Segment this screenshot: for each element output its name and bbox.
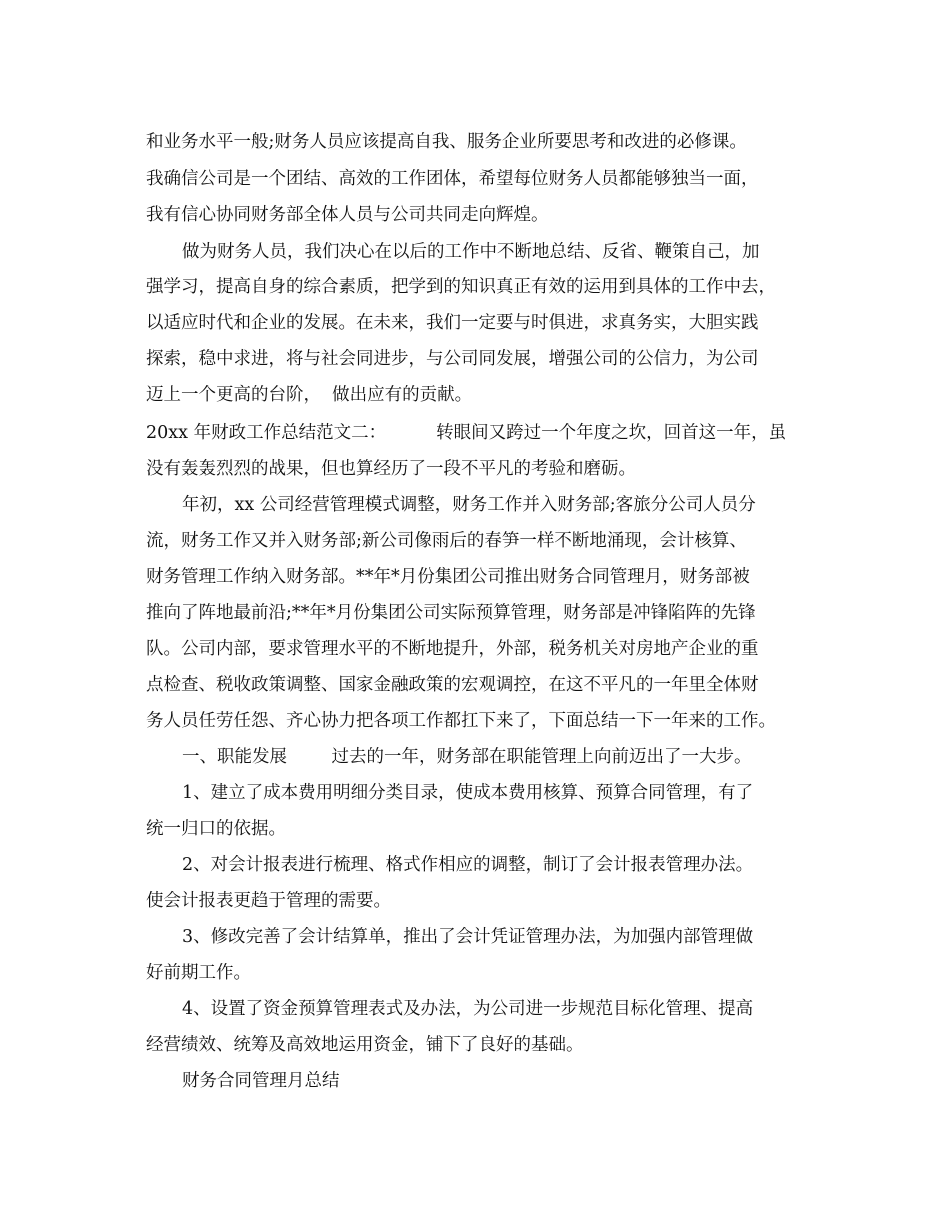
text-line-22: 使会计报表更趋于管理的需要。 <box>146 891 391 911</box>
text-line-8: 迈上一个更高的台阶， 做出应有的贡献。 <box>146 385 473 405</box>
text-line-13: 财务管理工作纳入财务部。**年*月份集团公司推出财务合同管理月，财务部被 <box>146 567 750 587</box>
text-line-26: 经营绩效、统筹及高效地运用资金，铺下了良好的基础。 <box>146 1035 584 1055</box>
text-line-17: 务人员任劳任怨、齐心协力把各项工作都扛下来了，下面总结一下一年来的工作。 <box>146 711 776 731</box>
text-line-10: 没有轰轰烈烈的战果，但也算经历了一段不平凡的考验和磨砺。 <box>146 459 636 479</box>
section-heading-line: 20xx 年财政工作总结范文二： 转眼间又跨过一个年度之坎，回首这一年，虽 <box>146 423 787 443</box>
paragraph-start-line: 年初，xx 公司经营管理模式调整，财务工作并入财务部;客旅分公司人员分 <box>182 495 756 515</box>
list-item-2-line: 2、对会计报表进行梳理、格式作相应的调整，制订了会计报表管理办法。 <box>182 855 754 875</box>
text-line-15: 队。公司内部，要求管理水平的不断地提升，外部，税务机关对房地产企业的重 <box>146 639 759 659</box>
text-line-14: 推向了阵地最前沿;**年*月份集团公司实际预算管理，财务部是冲锋陷阵的先锋 <box>146 603 756 623</box>
list-item-1-line: 1、建立了成本费用明细分类目录，使成本费用核算、预算合同管理，有了 <box>182 783 754 803</box>
text-line-6: 以适应时代和企业的发展。在未来，我们一定要与时俱进，求真务实，大胆实践 <box>146 313 759 333</box>
paragraph-start-line: 做为财务人员，我们决心在以后的工作中不断地总结、反省、鞭策自己，加 <box>182 242 760 262</box>
text-line-3: 我有信心协同财务部全体人员与公司共同走向辉煌。 <box>146 205 549 225</box>
text-line-20: 统一归口的依据。 <box>146 819 286 839</box>
text-line-16: 点检查、税收政策调整、国家金融政策的宏观调控，在这不平凡的一年里全体财 <box>146 675 759 695</box>
text-line-5: 强学习，提高自身的综合素质，把学到的知识真正有效的运用到具体的工作中去， <box>146 277 776 297</box>
text-line-24: 好前期工作。 <box>146 963 251 983</box>
list-item-3-line: 3、修改完善了会计结算单，推出了会计凭证管理办法，为加强内部管理做 <box>182 927 754 947</box>
closing-heading-line: 财务合同管理月总结 <box>182 1071 340 1091</box>
text-line-2: 我确信公司是一个团结、高效的工作团体，希望每位财务人员都能够独当一面， <box>146 169 759 189</box>
text-line-1: 和业务水平一般;财务人员应该提高自我、服务企业所要思考和改进的必修课。 <box>146 132 747 152</box>
text-line-7: 探索，稳中求进，将与社会同进步，与公司同发展，增强公司的公信力，为公司 <box>146 349 759 369</box>
subsection-heading-line: 一、职能发展 过去的一年，财务部在职能管理上向前迈出了一大步。 <box>182 747 752 767</box>
text-line-12: 流，财务工作又并入财务部;新公司像雨后的春笋一样不断地涌现，会计核算、 <box>146 531 747 551</box>
list-item-4-line: 4、设置了资金预算管理表式及办法，为公司进一步规范目标化管理、提高 <box>182 999 754 1019</box>
